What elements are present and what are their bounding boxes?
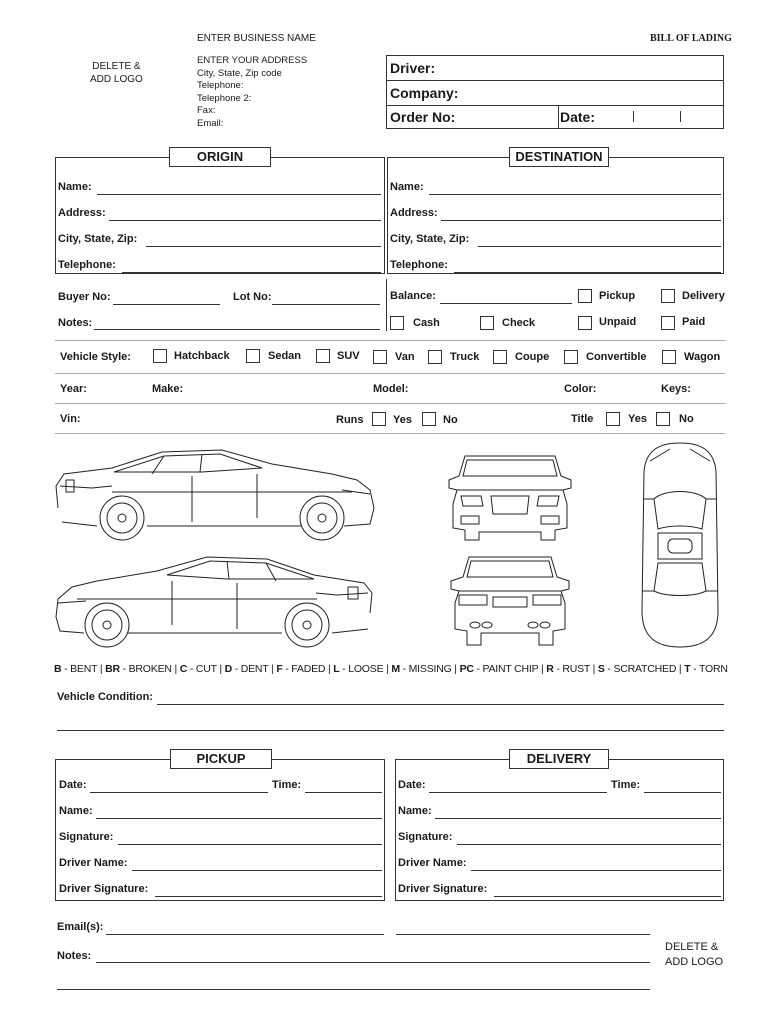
paid-label: Paid xyxy=(682,316,706,328)
lot-no-label: Lot No: xyxy=(233,291,272,303)
legend-code: D xyxy=(224,663,233,675)
delivery-box xyxy=(395,759,724,901)
pickup-driver-signature-label: Driver Signature: xyxy=(59,883,149,895)
delivery-name-label: Name: xyxy=(398,805,432,817)
origin-city-label: City, State, Zip: xyxy=(58,233,138,245)
unpaid-checkbox[interactable] xyxy=(578,316,592,330)
hatchback-label: Hatchback xyxy=(174,350,230,362)
order-no-label[interactable]: Order No: xyxy=(390,109,456,125)
delivery-driver-signature-input[interactable] xyxy=(494,896,721,897)
address-line: Email: xyxy=(197,117,224,129)
pickup-checkbox[interactable] xyxy=(578,289,592,303)
sedan-checkbox[interactable] xyxy=(246,349,260,363)
notes-input[interactable] xyxy=(94,329,380,330)
origin-title: ORIGIN xyxy=(169,147,271,167)
runs-no-checkbox[interactable] xyxy=(422,412,436,426)
truck-label: Truck xyxy=(450,351,480,363)
business-name[interactable]: ENTER BUSINESS NAME xyxy=(197,33,316,44)
pickup-title: PICKUP xyxy=(170,749,272,769)
sedan-label: Sedan xyxy=(268,350,302,362)
car-rear-diagram[interactable] xyxy=(443,553,578,653)
origin-telephone-input[interactable] xyxy=(122,272,381,273)
buyer-no-input[interactable] xyxy=(113,304,220,305)
delivery-signature-input[interactable] xyxy=(457,844,721,845)
legend-desc: BROKEN xyxy=(128,663,172,675)
hatchback-checkbox[interactable] xyxy=(153,349,167,363)
origin-address-label: Address: xyxy=(58,207,106,219)
notes-label: Notes: xyxy=(58,317,93,329)
emails-input-2[interactable] xyxy=(396,934,650,935)
make-label[interactable]: Make: xyxy=(152,383,184,395)
address-block[interactable] xyxy=(197,55,307,130)
address-line: ENTER YOUR ADDRESS xyxy=(197,55,308,66)
legend-code: R xyxy=(546,663,554,675)
check-checkbox[interactable] xyxy=(480,316,494,330)
destination-telephone-label: Telephone: xyxy=(390,259,448,271)
unpaid-label: Unpaid xyxy=(599,316,637,328)
convertible-checkbox[interactable] xyxy=(564,350,578,364)
address-line: City, State, Zip code xyxy=(197,67,282,79)
delivery-title: DELIVERY xyxy=(509,749,609,769)
divider xyxy=(55,340,725,341)
destination-address-label: Address: xyxy=(390,207,438,219)
divider xyxy=(55,433,725,434)
destination-city-label: City, State, Zip: xyxy=(390,233,470,245)
delivery-name-input[interactable] xyxy=(435,818,721,819)
date-label[interactable]: Date: xyxy=(560,109,596,125)
legend-code: B xyxy=(54,663,62,675)
emails-label: Email(s): xyxy=(57,921,104,933)
runs-yes-checkbox[interactable] xyxy=(372,412,386,426)
destination-address-input[interactable] xyxy=(441,220,721,221)
vehicle-style-label: Vehicle Style: xyxy=(60,351,131,363)
legend-code: PC xyxy=(459,663,474,675)
origin-name-input[interactable] xyxy=(97,194,381,195)
delivery-driver-name-input[interactable] xyxy=(471,870,721,871)
legend-desc: RUST xyxy=(562,663,590,675)
divider xyxy=(55,373,725,374)
delivery-date-label: Date: xyxy=(398,779,426,791)
date-separator xyxy=(680,111,681,122)
origin-city-input[interactable] xyxy=(146,246,381,247)
destination-name-input[interactable] xyxy=(429,194,721,195)
title-yes-label: Yes xyxy=(628,413,647,425)
pickup-signature-input[interactable] xyxy=(118,844,382,845)
destination-telephone-input[interactable] xyxy=(454,272,721,273)
coupe-label: Coupe xyxy=(515,351,550,363)
buyer-no-label: Buyer No: xyxy=(58,291,111,303)
legend-desc: CUT xyxy=(195,663,217,675)
pickup-name-input[interactable] xyxy=(96,818,382,819)
pickup-signature-label: Signature: xyxy=(59,831,114,843)
date-separator xyxy=(633,111,634,122)
pickup-box xyxy=(55,759,385,901)
legend-desc: TORN xyxy=(698,663,728,675)
pickup-date-input[interactable] xyxy=(90,792,268,793)
address-line: Telephone: xyxy=(197,80,244,91)
model-label[interactable]: Model: xyxy=(373,383,409,395)
delivery-driver-name-label: Driver Name: xyxy=(398,857,467,869)
car-right-side-diagram[interactable] xyxy=(52,553,377,653)
damage-legend: B - BENT | BR - BROKEN | C - CUT | D - DENT | F - FADED | L - LOOSE | M - MISSING | PC - PAINT CHIP | R - RUST | S - SCRATCHED | T - TORN xyxy=(54,663,728,675)
runs-no-label: No xyxy=(443,414,458,426)
address-line: Telephone 2: xyxy=(197,92,252,104)
legend-code: M xyxy=(391,663,400,675)
vin-label[interactable]: Vin: xyxy=(60,413,81,425)
logo-line: DELETE & xyxy=(92,61,141,72)
legend-desc: MISSING xyxy=(408,663,452,675)
suv-label: SUV xyxy=(337,350,360,362)
legend-desc: LOOSE xyxy=(348,663,384,675)
destination-name-label: Name: xyxy=(390,181,424,193)
legend-desc: SCRATCHED xyxy=(613,663,677,675)
check-label: Check xyxy=(502,317,536,329)
delivery-checkbox[interactable] xyxy=(661,289,675,303)
year-label[interactable]: Year: xyxy=(60,383,87,395)
logo-placeholder-top[interactable] xyxy=(90,60,143,86)
footer-notes-label: Notes: xyxy=(57,950,92,962)
convertible-label: Convertible xyxy=(586,351,647,363)
pickup-date-label: Date: xyxy=(59,779,87,791)
footer-notes-input-2[interactable] xyxy=(57,989,650,990)
pickup-option-label: Pickup xyxy=(599,290,636,302)
legend-code: BR xyxy=(105,663,120,675)
legend-desc: DENT xyxy=(240,663,269,675)
origin-telephone-label: Telephone: xyxy=(58,259,116,271)
pickup-time-input[interactable] xyxy=(305,792,382,793)
column-divider xyxy=(386,279,387,331)
runs-label: Runs xyxy=(336,414,364,426)
legend-code: L xyxy=(333,663,340,675)
footer-notes-input[interactable] xyxy=(96,962,650,963)
suv-checkbox[interactable] xyxy=(316,349,330,363)
legend-desc: PAINT CHIP xyxy=(482,663,539,675)
balance-label: Balance: xyxy=(390,290,436,302)
legend-desc: BENT xyxy=(70,663,98,675)
paid-checkbox[interactable] xyxy=(661,316,675,330)
vehicle-condition-input[interactable] xyxy=(157,704,724,705)
car-left-side-diagram[interactable] xyxy=(52,446,377,546)
pickup-driver-name-input[interactable] xyxy=(132,870,382,871)
delivery-signature-label: Signature: xyxy=(398,831,453,843)
lot-no-input[interactable] xyxy=(272,304,380,305)
legend-code: T xyxy=(684,663,691,675)
vehicle-condition-label: Vehicle Condition: xyxy=(57,691,153,703)
cash-checkbox[interactable] xyxy=(390,316,404,330)
company-label[interactable]: Company: xyxy=(390,85,459,101)
destination-city-input[interactable] xyxy=(478,246,721,247)
delivery-option-label: Delivery xyxy=(682,290,725,302)
pickup-driver-signature-input[interactable] xyxy=(155,896,382,897)
pickup-name-label: Name: xyxy=(59,805,93,817)
wagon-checkbox[interactable] xyxy=(662,350,676,364)
address-line: Fax: xyxy=(197,105,216,116)
legend-code: C xyxy=(179,663,188,675)
van-label: Van xyxy=(395,351,415,363)
balance-input[interactable] xyxy=(440,303,572,304)
title-no-label: No xyxy=(679,413,694,425)
destination-title: DESTINATION xyxy=(509,147,609,167)
pickup-time-label: Time: xyxy=(272,779,302,791)
logo-line: ADD LOGO xyxy=(665,956,724,968)
delivery-time-label: Time: xyxy=(611,779,641,791)
document-title: BILL OF LADING xyxy=(650,33,732,44)
keys-label[interactable]: Keys: xyxy=(661,383,691,395)
logo-line: DELETE & xyxy=(665,941,719,953)
logo-line: ADD LOGO xyxy=(90,74,143,85)
runs-yes-label: Yes xyxy=(393,414,412,426)
emails-input[interactable] xyxy=(106,934,384,935)
car-top-diagram[interactable] xyxy=(640,441,720,649)
cash-label: Cash xyxy=(413,317,440,329)
vehicle-condition-input-2[interactable] xyxy=(57,730,724,731)
delivery-driver-signature-label: Driver Signature: xyxy=(398,883,488,895)
coupe-checkbox[interactable] xyxy=(493,350,507,364)
car-front-diagram[interactable] xyxy=(443,446,578,546)
delivery-date-input[interactable] xyxy=(429,792,607,793)
pickup-driver-name-label: Driver Name: xyxy=(59,857,128,869)
driver-label[interactable]: Driver: xyxy=(390,60,436,76)
title-no-checkbox[interactable] xyxy=(656,412,670,426)
wagon-label: Wagon xyxy=(684,351,721,363)
title-label: Title xyxy=(571,413,594,425)
legend-code: F xyxy=(276,663,283,675)
legend-code: S xyxy=(597,663,605,675)
truck-checkbox[interactable] xyxy=(428,350,442,364)
logo-placeholder-bottom[interactable] xyxy=(665,940,723,970)
van-checkbox[interactable] xyxy=(373,350,387,364)
divider xyxy=(55,403,725,404)
delivery-time-input[interactable] xyxy=(644,792,721,793)
legend-desc: FADED xyxy=(291,663,326,675)
color-label[interactable]: Color: xyxy=(564,383,597,395)
origin-name-label: Name: xyxy=(58,181,92,193)
origin-address-input[interactable] xyxy=(109,220,381,221)
title-yes-checkbox[interactable] xyxy=(606,412,620,426)
